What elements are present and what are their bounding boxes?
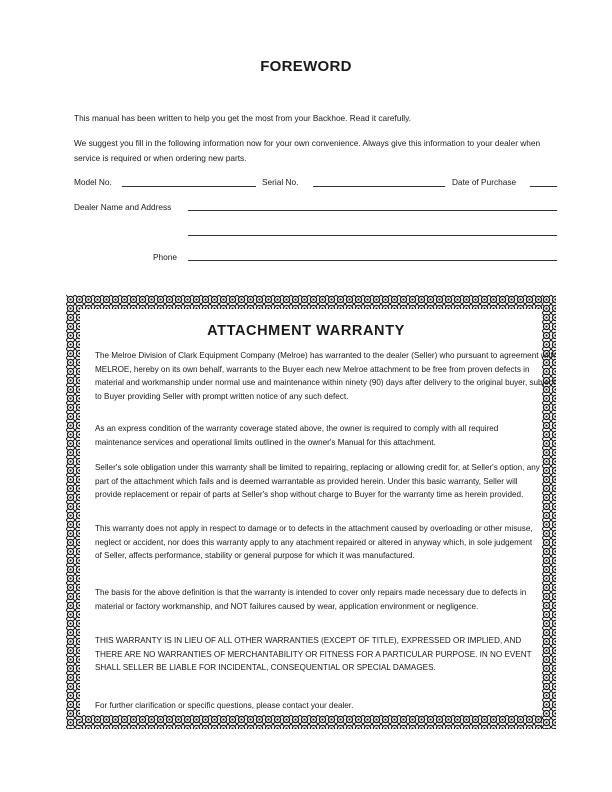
dealer-address-field[interactable] <box>188 235 557 236</box>
serial-number-label: Serial No. <box>262 177 299 187</box>
model-number-label: Model No. <box>74 177 112 187</box>
dealer-name-field[interactable] <box>188 210 557 211</box>
border-top <box>66 295 556 309</box>
date-of-purchase-field[interactable] <box>530 186 557 187</box>
warranty-paragraph-1: The Melroe Division of Clark Equipment Company (Melroe) has warranted to the dealer (Seller) who pursuant to agreement with MELROE, hereby on its own behalf, warrants to the Buyer each new Melroe attachment to be free from proven defects in material and workmanship under normal use and maintenance within ninety (90) days after delivery to the original buyer, subject to Buyer providing Seller with prompt written notice of any such defect. <box>95 351 556 402</box>
dealer-name-address-label: Dealer Name and Address <box>74 202 172 212</box>
page-title: FOREWORD <box>260 58 352 75</box>
warranty-paragraph-3: Seller's sole obligation under this warranty shall be limited to repairing, replacing or allowing credit for, at Seller's option, any part of the attachment which fails and is deemed warrantable as provided herein. Under this basic warranty, Seller will provide replacement or repair of parts at Seller's shop without charge to Buyer for the warranty time as herein provided. <box>95 463 540 500</box>
border-left <box>66 295 80 729</box>
phone-field[interactable] <box>188 260 557 261</box>
warranty-paragraph-7: For further clarification or specific questions, please contact your dealer. <box>95 701 354 710</box>
date-of-purchase-label: Date of Purchase <box>452 177 517 187</box>
warranty-paragraph-4: This warranty does not apply in respect to damage or to defects in the attachment caused by overloading or other misuse, neglect or accident, nor does this warranty apply to any atachment repaired or altered in anyway which, in sole judgement of Seller, affects performance, stability or general purpose for which it was manufactured. <box>95 524 533 561</box>
warranty-paragraph-5: The basis for the above definition is that the warranty is intended to cover only repairs made necessary due to defects in material or factory workmanship, and NOT failures caused by wear, application environment or negligence. <box>95 588 527 611</box>
serial-number-field[interactable] <box>313 186 445 187</box>
border-bottom <box>66 715 556 729</box>
phone-label: Phone <box>153 252 177 262</box>
warranty-paragraph-6: THIS WARRANTY IS IN LIEU OF ALL OTHER WARRANTIES (EXCEPT OF TITLE), EXPRESSED OR IMPLIED, AND THERE ARE NO WARRANTIES OF MERCHANTABILITY OR FITNESS FOR A PARTICULAR PURPOSE. IN NO EVENT SHALL SELLER BE LIABLE FOR INCIDENTAL, CONSEQUENTIAL OR SPECIAL DAMAGES. <box>95 636 532 673</box>
warranty-title: ATTACHMENT WARRANTY <box>207 323 405 339</box>
warranty-paragraph-2: As an express condition of the warranty coverage stated above, the owner is required to comply with all required maintenance services and operational limits outlined in the owner's Manual for this attachment. <box>95 424 499 447</box>
intro-paragraph-1: This manual has been written to help you get the most from your Backhoe. Read it carefully. <box>74 113 411 123</box>
model-number-field[interactable] <box>122 186 256 187</box>
intro-paragraph-2: We suggest you fill in the following information now for your own convenience. Always give this information to your dealer when service is required or when ordering new parts. <box>74 138 541 163</box>
